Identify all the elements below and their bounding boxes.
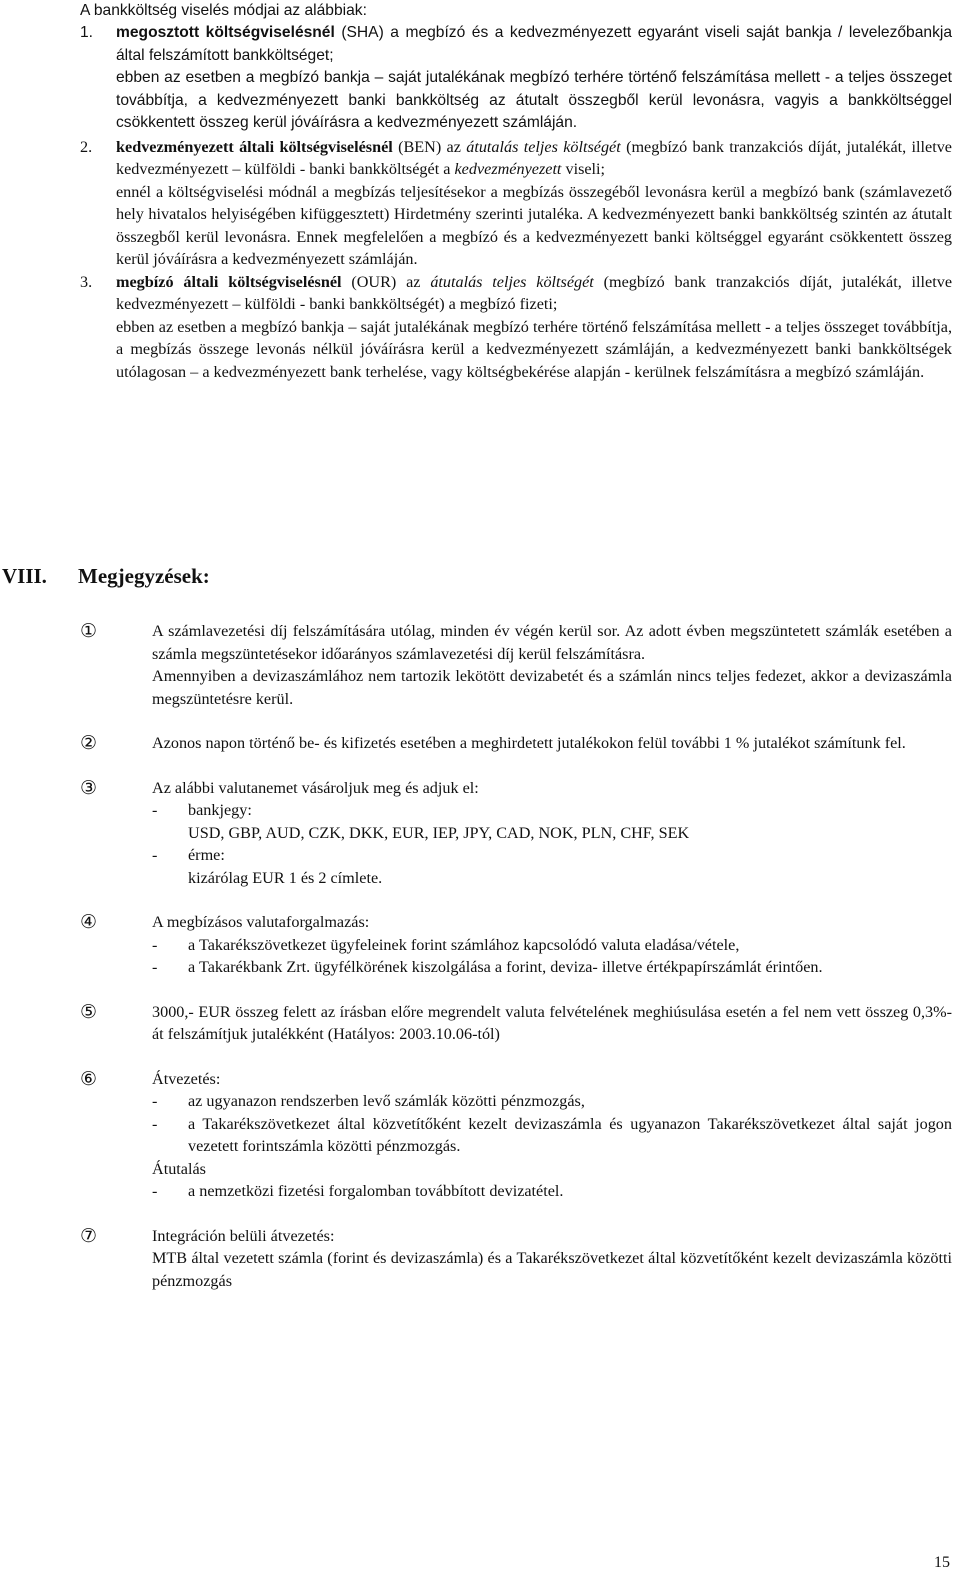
dash-bullet: - [152, 935, 158, 954]
note-5 [80, 1001, 952, 1046]
list-item [152, 1180, 952, 1203]
circled-4-icon: ④ [80, 911, 98, 933]
note-7 [80, 1225, 952, 1293]
item-paragraph: ebben az esetben a megbízó bankja – saját jutalékának megbízó terhére történő felszámítása mellett - a teljes összeget továbbítja, a megbízás összege levonás nélkül jóváírásra kerül a kedvezményezett számláján, a kedvezményezett banki bankköltségek utólagosan – a kedvezményezett bank terhelése, vagy költségbekérése alapján - kerülnek felszámításra a megbízó számláján. [116, 317, 952, 381]
item-emphasis: kedvezményezett [454, 160, 562, 178]
dash-bullet: - [152, 1092, 158, 1110]
list-item [152, 956, 952, 979]
note-text: Az alábbi valutanemet vásároljuk meg és adjuk el: [152, 778, 479, 797]
list-number: 2. [80, 137, 93, 156]
intro-line: A bankköltség viselés módjai az alábbiak: [80, 2, 367, 19]
notes-list [80, 620, 952, 1314]
page-number: 15 [934, 1554, 950, 1571]
note-text: érme: [188, 846, 225, 864]
list-item [152, 934, 952, 957]
item-text: (SHA) a megbízó és a kedvezményezett egyaránt viseli saját bankja / levelezőbankja által felszámított bankköltséget; [116, 24, 953, 64]
list-item [152, 1090, 952, 1113]
note-subheading: Átutalás [152, 1159, 206, 1178]
note-text: a Takarékbank Zrt. ügyfélkörének kiszolgálása a forint, deviza- illetve értékpapírszámlát érintően. [188, 958, 823, 976]
item-term: megosztott költségviselésnél [116, 24, 335, 41]
item-text: (OUR) az [341, 272, 431, 291]
note-text: 3000,- EUR összeg felett az írásban előre megrendelt valuta felvételének meghiúsulása esetén a fel nem vett összeg 0,3%-át felszámítjuk jutalékként (Hatályos: 2003.10.06-tól) [152, 1002, 952, 1043]
section-title: Megjegyzések: [78, 564, 210, 588]
circled-2-icon: ② [80, 732, 98, 754]
list-item-ben [80, 136, 952, 271]
list-item [152, 799, 952, 822]
cost-bearing-list [80, 22, 952, 383]
section-number: VIII. [2, 564, 47, 588]
dash-bullet: - [152, 958, 158, 976]
list-item-our [80, 271, 952, 384]
note-text: MTB által vezetett számla (forint és devizaszámla) és a Takarékszövetkezet által közvetítőként kezelt devizaszámla közötti pénzmozgás [152, 1249, 952, 1290]
circled-5-icon: ⑤ [80, 1000, 98, 1023]
note-text: a nemzetközi fizetési forgalomban továbbított devizatétel. [188, 1182, 564, 1200]
item-text: (megbízó bank tranzakciós díját, jutalékát, illetve kedvezményezett – külföldi - banki bankköltségét a [116, 137, 952, 178]
note-text: bankjegy: [188, 801, 252, 819]
note-text: Integráción belüli átvezetés: [152, 1226, 335, 1245]
dash-bullet: - [152, 801, 158, 819]
note-3 [80, 777, 952, 890]
item-emphasis: átutalás teljes költségét [466, 137, 621, 156]
dash-bullet: - [152, 1114, 158, 1133]
list-item-sha [80, 22, 952, 135]
list-number: 3. [80, 272, 93, 291]
dash-bullet: - [152, 1182, 158, 1200]
note-text: Átvezetés: [152, 1069, 221, 1088]
note-text: A számlavezetési díj felszámítására utólag, minden év végén kerül sor. Az adott évben megszüntetett számlák esetében a számla megszüntetésekor időarányos számlavezetési díj kerül felszámításra. [152, 622, 952, 663]
note-2 [80, 732, 952, 755]
note-text: a Takarékszövetkezet által közvetítőként kezelt devizaszámla és ugyanazon Takarékszövetkezet által saját jogon vezetett forintszámla közötti pénzmozgás. [188, 1114, 952, 1155]
item-text: viseli; [561, 160, 606, 178]
item-term: megbízó általi költségviselésnél [116, 272, 342, 291]
item-paragraph: ebben az esetben a megbízó bankja – saját jutalékának megbízó terhére történő felszámítása mellett - a teljes összeget továbbítja, a kedvezményezett banki bankköltség az átutalt összegből kerül levonásra, vagyis a bankköltséggel csökkentett összeg kerül jóváírásra a kedvezményezett számláján. [116, 69, 952, 131]
currency-list: USD, GBP, AUD, CZK, DKK, EUR, IEP, JPY, CAD, NOK, PLN, CHF, SEK [188, 823, 690, 842]
list-item [152, 844, 952, 867]
item-text: (BEN) az [392, 137, 467, 156]
note-1 [80, 620, 952, 710]
section-heading [2, 565, 210, 588]
note-text: a Takarékszövetkezet ügyfeleinek forint számlához kapcsolódó valuta eladása/vétele, [188, 935, 740, 954]
circled-1-icon: ① [80, 620, 98, 642]
item-term: kedvezményezett általi költségviselésnél [116, 137, 393, 156]
list-number: 1. [80, 24, 94, 41]
note-text: A megbízásos valutaforgalmazás: [152, 913, 370, 931]
list-item [152, 1113, 952, 1158]
note-text: Amennyiben a devizaszámlához nem tartozik lekötött devizabetét és a számlán nincs teljes fedezet, akkor a devizaszámla megszüntetésre kerül. [152, 667, 952, 708]
note-6 [80, 1068, 952, 1203]
item-emphasis: átutalás teljes költségét [430, 272, 594, 291]
note-text: az ugyanazon rendszerben levő számlák közötti pénzmozgás, [188, 1092, 585, 1110]
coin-note: kizárólag EUR 1 és 2 címlete. [188, 868, 383, 887]
circled-6-icon: ⑥ [80, 1067, 98, 1090]
item-paragraph: ennél a költségviselési módnál a megbízás teljesítésekor a megbízás összegéből levonásra kerül a megbízó bank (számlavezető hely hivatalos helyiségében kifüggesztett) Hirdetmény szerinti jutaléka. A kedvezményezett banki bankköltség szintén az átutalt összegből kerül levonásra. Ennek megfelelően a megbízó és a kedvezményezett banki költséggel egyaránt csökkentett összeg kerül jóváírásra a kedvezményezett számláján. [116, 182, 952, 268]
note-text: Azonos napon történő be- és kifizetés esetében a meghirdetett jutalékokon felül további 1 % jutalékot számítunk fel. [152, 734, 906, 752]
note-4 [80, 911, 952, 979]
item-text: (megbízó bank tranzakciós díját, jutalékát, illetve kedvezményezett – külföldi - banki bankköltségét) a megbízó fizeti; [116, 272, 953, 313]
circled-7-icon: ⑦ [80, 1224, 98, 1247]
circled-3-icon: ③ [80, 776, 98, 799]
dash-bullet: - [152, 846, 158, 864]
